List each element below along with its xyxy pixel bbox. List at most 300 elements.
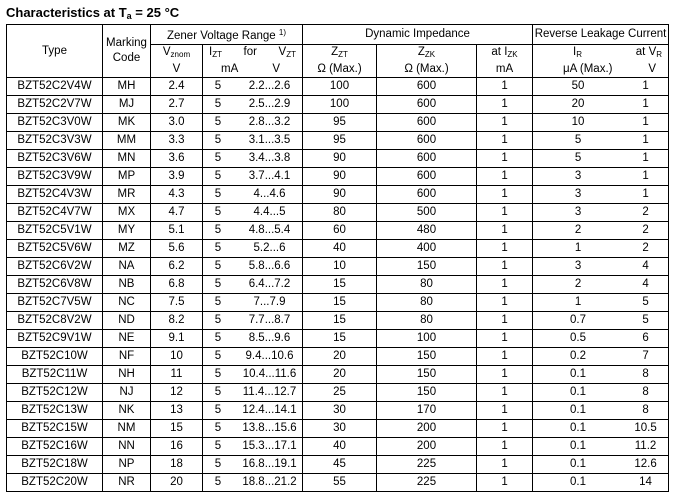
- characteristics-table: [6, 24, 669, 492]
- cell-type: BZT52C10W: [7, 348, 103, 366]
- cell-zzk: 600: [377, 114, 477, 132]
- table-row: [7, 330, 669, 348]
- cell-marking-code: MX: [103, 204, 151, 222]
- cell-ir-vr: [533, 132, 669, 150]
- cell-vznom: 3.0: [151, 114, 203, 132]
- unit-ir-vr: μA (Max.) V: [533, 62, 669, 78]
- cell-zzt: 15: [303, 312, 377, 330]
- cell-izt-vzt: [203, 402, 303, 420]
- cell-izt: 5: [214, 224, 222, 236]
- cell-ir: 5: [574, 152, 582, 164]
- cell-zzk: 600: [377, 168, 477, 186]
- cell-izt-vzt: [203, 204, 303, 222]
- cell-zzk: 480: [377, 222, 477, 240]
- cell-ir-vr: [533, 312, 669, 330]
- cell-vr: 11.2: [634, 440, 657, 452]
- cell-vzt-range: 3.4...3.8: [248, 152, 291, 164]
- cell-marking-code: NB: [103, 276, 151, 294]
- cell-at-izk: 1: [477, 420, 533, 438]
- cell-vr: 4: [642, 260, 649, 272]
- cell-izt-vzt: [203, 240, 303, 258]
- table-row: [7, 150, 669, 168]
- cell-ir: 0.1: [570, 368, 587, 380]
- cell-vznom: 11: [151, 366, 203, 384]
- cell-izt-vzt: [203, 96, 303, 114]
- cell-izt: 5: [214, 422, 222, 434]
- cell-marking-code: NH: [103, 366, 151, 384]
- cell-type: BZT52C8V2W: [7, 312, 103, 330]
- cell-zzk: 600: [377, 78, 477, 96]
- cell-ir-vr: [533, 294, 669, 312]
- cell-vr: 1: [642, 152, 649, 164]
- unit-vznom: V: [151, 62, 203, 78]
- table-row: [7, 168, 669, 186]
- header-izt-vzt: IZT for VZT: [203, 45, 303, 63]
- cell-vzt-range: 7...7.9: [253, 296, 286, 308]
- cell-vr: 1: [642, 134, 649, 146]
- cell-type: BZT52C6V2W: [7, 258, 103, 276]
- table-row: [7, 474, 669, 492]
- cell-vzt-range: 2.8...3.2: [248, 116, 291, 128]
- cell-ir: 0.1: [570, 386, 587, 398]
- cell-ir-vr: [533, 420, 669, 438]
- cell-izt-vzt: [203, 438, 303, 456]
- cell-vzt-range: 16.8...19.1: [242, 458, 297, 470]
- cell-ir: 0.7: [570, 314, 587, 326]
- cell-at-izk: 1: [477, 222, 533, 240]
- cell-marking-code: MJ: [103, 96, 151, 114]
- cell-type: BZT52C2V7W: [7, 96, 103, 114]
- cell-marking-code: NA: [103, 258, 151, 276]
- cell-at-izk: 1: [477, 258, 533, 276]
- cell-zzt: 15: [303, 294, 377, 312]
- cell-vznom: 12: [151, 384, 203, 402]
- cell-ir-vr: [533, 348, 669, 366]
- cell-izt-vzt: [203, 348, 303, 366]
- cell-zzt: 15: [303, 330, 377, 348]
- cell-zzt: 40: [303, 438, 377, 456]
- unit-izk: mA: [477, 62, 533, 78]
- cell-izt-vzt: [203, 276, 303, 294]
- cell-izt: 5: [214, 260, 222, 272]
- cell-zzt: 95: [303, 132, 377, 150]
- cell-marking-code: NP: [103, 456, 151, 474]
- cell-ir-vr: [533, 384, 669, 402]
- cell-at-izk: 1: [477, 294, 533, 312]
- cell-izt: 5: [214, 440, 222, 452]
- cell-type: BZT52C3V6W: [7, 150, 103, 168]
- cell-at-izk: 1: [477, 114, 533, 132]
- cell-izt-vzt: [203, 186, 303, 204]
- cell-ir: 3: [574, 188, 582, 200]
- cell-ir: 3: [574, 260, 582, 272]
- header-ir-vr: IR at VR: [533, 45, 669, 63]
- cell-type: BZT52C20W: [7, 474, 103, 492]
- cell-zzk: 600: [377, 150, 477, 168]
- cell-vr: 1: [642, 170, 649, 182]
- cell-marking-code: NE: [103, 330, 151, 348]
- cell-vznom: 3.6: [151, 150, 203, 168]
- cell-vznom: 2.4: [151, 78, 203, 96]
- cell-vr: 12.6: [634, 458, 657, 470]
- cell-zzt: 30: [303, 402, 377, 420]
- cell-vr: 1: [642, 188, 649, 200]
- cell-zzt: 20: [303, 366, 377, 384]
- cell-izt: 5: [214, 458, 222, 470]
- cell-zzt: 90: [303, 150, 377, 168]
- cell-vr: 2: [642, 224, 649, 236]
- cell-izt-vzt: [203, 294, 303, 312]
- cell-izt-vzt: [203, 330, 303, 348]
- cell-marking-code: NR: [103, 474, 151, 492]
- cell-zzk: 600: [377, 186, 477, 204]
- cell-izt: 5: [214, 188, 222, 200]
- cell-vr: 2: [642, 206, 649, 218]
- cell-ir: 3: [574, 206, 582, 218]
- cell-ir-vr: [533, 474, 669, 492]
- cell-ir: 0.1: [570, 440, 587, 452]
- cell-izt: 5: [214, 170, 222, 182]
- cell-vznom: 3.3: [151, 132, 203, 150]
- cell-ir-vr: [533, 276, 669, 294]
- cell-ir: 3: [574, 170, 582, 182]
- cell-vznom: 10: [151, 348, 203, 366]
- cell-type: BZT52C7V5W: [7, 294, 103, 312]
- header-reverse-leakage: Reverse Leakage Current: [533, 25, 669, 45]
- cell-ir: 10: [571, 116, 585, 128]
- cell-vr: 5: [642, 296, 649, 308]
- cell-izt: 5: [214, 350, 222, 362]
- cell-marking-code: NM: [103, 420, 151, 438]
- cell-vzt-range: 11.4...12.7: [242, 386, 297, 398]
- cell-ir-vr: [533, 366, 669, 384]
- cell-vznom: 9.1: [151, 330, 203, 348]
- cell-at-izk: 1: [477, 402, 533, 420]
- table-row: [7, 276, 669, 294]
- header-dynamic-impedance: Dynamic Impedance: [303, 25, 533, 45]
- cell-ir: 0.1: [570, 422, 587, 434]
- cell-vzt-range: 5.2...6: [253, 242, 286, 254]
- cell-vr: 1: [642, 116, 649, 128]
- cell-type: BZT52C12W: [7, 384, 103, 402]
- cell-vznom: 15: [151, 420, 203, 438]
- cell-izt: 5: [214, 152, 222, 164]
- header-zzt: $Z_{ZT}$: [303, 45, 377, 63]
- cell-zzt: 90: [303, 186, 377, 204]
- cell-vr: 8: [642, 404, 649, 416]
- cell-marking-code: NJ: [103, 384, 151, 402]
- cell-at-izk: 1: [477, 366, 533, 384]
- header-type: Type: [7, 25, 103, 78]
- cell-vr: 4: [642, 278, 649, 290]
- cell-ir-vr: [533, 114, 669, 132]
- cell-type: BZT52C3V0W: [7, 114, 103, 132]
- cell-ir-vr: [533, 204, 669, 222]
- cell-ir: 1: [574, 296, 582, 308]
- cell-vr: 1: [642, 98, 649, 110]
- cell-izt-vzt: [203, 366, 303, 384]
- cell-zzt: 100: [303, 78, 377, 96]
- cell-vzt-range: 6.4...7.2: [248, 278, 291, 290]
- cell-at-izk: 1: [477, 204, 533, 222]
- cell-vr: 1: [642, 80, 649, 92]
- cell-vzt-range: 9.4...10.6: [245, 350, 294, 362]
- cell-type: BZT52C4V3W: [7, 186, 103, 204]
- cell-vznom: 3.9: [151, 168, 203, 186]
- cell-type: BZT52C13W: [7, 402, 103, 420]
- cell-ir-vr: [533, 330, 669, 348]
- cell-at-izk: 1: [477, 186, 533, 204]
- cell-vznom: 8.2: [151, 312, 203, 330]
- cell-vzt-range: 4.8...5.4: [248, 224, 291, 236]
- cell-izt: 5: [214, 476, 222, 488]
- cell-zzk: 500: [377, 204, 477, 222]
- cell-ir-vr: [533, 258, 669, 276]
- cell-vzt-range: 2.2...2.6: [248, 80, 291, 92]
- cell-izt: 5: [214, 368, 222, 380]
- cell-vzt-range: 12.4...14.1: [242, 404, 297, 416]
- table-row: [7, 348, 669, 366]
- cell-ir-vr: [533, 78, 669, 96]
- cell-zzk: 200: [377, 420, 477, 438]
- cell-type: BZT52C3V9W: [7, 168, 103, 186]
- cell-ir: 2: [574, 278, 582, 290]
- header-at-izk: at $I_{ZK}$: [477, 45, 533, 63]
- cell-at-izk: 1: [477, 276, 533, 294]
- cell-izt-vzt: [203, 258, 303, 276]
- cell-vzt-range: 4...4.6: [253, 188, 286, 200]
- cell-izt-vzt: [203, 132, 303, 150]
- cell-izt-vzt: [203, 312, 303, 330]
- cell-ir: 0.5: [570, 332, 587, 344]
- cell-izt-vzt: [203, 114, 303, 132]
- cell-vzt-range: 4.4...5: [253, 206, 286, 218]
- cell-zzt: 95: [303, 114, 377, 132]
- cell-marking-code: MP: [103, 168, 151, 186]
- cell-vzt-range: 15.3...17.1: [242, 440, 297, 452]
- cell-vzt-range: 5.8...6.6: [248, 260, 291, 272]
- table-row: [7, 294, 669, 312]
- cell-marking-code: ND: [103, 312, 151, 330]
- cell-zzt: 10: [303, 258, 377, 276]
- cell-at-izk: 1: [477, 474, 533, 492]
- cell-vznom: 6.8: [151, 276, 203, 294]
- header-zzk: $Z_{ZK}$: [377, 45, 477, 63]
- cell-vr: 5: [642, 314, 649, 326]
- cell-ir: 0.1: [570, 458, 587, 470]
- cell-at-izk: 1: [477, 312, 533, 330]
- cell-zzk: 100: [377, 330, 477, 348]
- table-row: [7, 78, 669, 96]
- cell-vznom: 2.7: [151, 96, 203, 114]
- cell-izt: 5: [214, 116, 222, 128]
- cell-ir: 50: [571, 80, 585, 92]
- cell-vr: 6: [642, 332, 649, 344]
- cell-ir-vr: [533, 150, 669, 168]
- table-row: [7, 204, 669, 222]
- table-row: [7, 366, 669, 384]
- cell-marking-code: MN: [103, 150, 151, 168]
- cell-ir-vr: [533, 96, 669, 114]
- cell-marking-code: MZ: [103, 240, 151, 258]
- table-row: [7, 258, 669, 276]
- cell-at-izk: 1: [477, 96, 533, 114]
- cell-type: BZT52C2V4W: [7, 78, 103, 96]
- cell-type: BZT52C5V1W: [7, 222, 103, 240]
- cell-ir-vr: [533, 186, 669, 204]
- cell-vzt-range: 8.5...9.6: [248, 332, 291, 344]
- table-row: [7, 438, 669, 456]
- cell-type: BZT52C18W: [7, 456, 103, 474]
- cell-zzk: 150: [377, 366, 477, 384]
- unit-zzk: Ω (Max.): [377, 62, 477, 78]
- cell-zzt: 80: [303, 204, 377, 222]
- cell-type: BZT52C3V3W: [7, 132, 103, 150]
- cell-marking-code: NK: [103, 402, 151, 420]
- table-row: [7, 186, 669, 204]
- table-row: [7, 420, 669, 438]
- cell-vznom: 16: [151, 438, 203, 456]
- cell-izt-vzt: [203, 222, 303, 240]
- cell-type: BZT52C4V7W: [7, 204, 103, 222]
- cell-zzt: 55: [303, 474, 377, 492]
- cell-zzt: 90: [303, 168, 377, 186]
- cell-izt: 5: [214, 296, 222, 308]
- cell-marking-code: NC: [103, 294, 151, 312]
- cell-ir-vr: [533, 222, 669, 240]
- cell-vznom: 13: [151, 402, 203, 420]
- cell-zzk: 150: [377, 384, 477, 402]
- cell-vznom: 5.6: [151, 240, 203, 258]
- cell-marking-code: MM: [103, 132, 151, 150]
- cell-vzt-range: 3.7...4.1: [248, 170, 291, 182]
- cell-zzt: 25: [303, 384, 377, 402]
- cell-zzk: 400: [377, 240, 477, 258]
- cell-izt-vzt: [203, 150, 303, 168]
- cell-ir: 2: [574, 224, 582, 236]
- cell-at-izk: 1: [477, 348, 533, 366]
- cell-ir: 1: [574, 242, 582, 254]
- cell-zzt: 20: [303, 348, 377, 366]
- table-row: [7, 384, 669, 402]
- cell-izt: 5: [214, 206, 222, 218]
- cell-zzk: 150: [377, 348, 477, 366]
- cell-at-izk: 1: [477, 150, 533, 168]
- table-row: [7, 240, 669, 258]
- cell-izt: 5: [214, 98, 222, 110]
- cell-izt: 5: [214, 314, 222, 326]
- header-marking-code: Marking Code: [103, 25, 151, 78]
- cell-ir: 0.2: [570, 350, 587, 362]
- page-title: Characteristics at $T_a = 25$ °C: [6, 5, 180, 21]
- cell-at-izk: 1: [477, 384, 533, 402]
- cell-zzt: 45: [303, 456, 377, 474]
- cell-vznom: 4.7: [151, 204, 203, 222]
- cell-zzk: 80: [377, 312, 477, 330]
- cell-izt: 5: [214, 278, 222, 290]
- cell-izt-vzt: [203, 384, 303, 402]
- cell-vznom: 20: [151, 474, 203, 492]
- cell-marking-code: MK: [103, 114, 151, 132]
- cell-vr: 2: [642, 242, 649, 254]
- cell-vznom: 18: [151, 456, 203, 474]
- cell-ir-vr: [533, 168, 669, 186]
- unit-zzt: Ω (Max.): [303, 62, 377, 78]
- cell-ir-vr: [533, 402, 669, 420]
- unit-izt-vzt: mA V: [203, 62, 303, 78]
- cell-zzk: 170: [377, 402, 477, 420]
- cell-at-izk: 1: [477, 240, 533, 258]
- cell-ir: 20: [571, 98, 585, 110]
- table-row: [7, 456, 669, 474]
- cell-vr: 7: [642, 350, 649, 362]
- cell-vr: 10.5: [634, 422, 657, 434]
- cell-vzt-range: 18.8...21.2: [242, 476, 297, 488]
- cell-izt-vzt: [203, 474, 303, 492]
- cell-zzt: 30: [303, 420, 377, 438]
- cell-izt: 5: [214, 386, 222, 398]
- cell-type: BZT52C9V1W: [7, 330, 103, 348]
- cell-izt: 5: [214, 404, 222, 416]
- cell-type: BZT52C16W: [7, 438, 103, 456]
- cell-type: BZT52C11W: [7, 366, 103, 384]
- table-row: [7, 114, 669, 132]
- cell-at-izk: 1: [477, 78, 533, 96]
- cell-zzk: 225: [377, 474, 477, 492]
- cell-type: BZT52C6V8W: [7, 276, 103, 294]
- cell-marking-code: NN: [103, 438, 151, 456]
- cell-zzt: 100: [303, 96, 377, 114]
- cell-vznom: 5.1: [151, 222, 203, 240]
- cell-ir-vr: [533, 456, 669, 474]
- table-row: [7, 312, 669, 330]
- cell-zzk: 600: [377, 132, 477, 150]
- cell-izt: 5: [214, 242, 222, 254]
- table-row: [7, 132, 669, 150]
- cell-izt: 5: [214, 332, 222, 344]
- cell-type: BZT52C15W: [7, 420, 103, 438]
- cell-at-izk: 1: [477, 330, 533, 348]
- cell-zzt: 60: [303, 222, 377, 240]
- cell-izt: 5: [214, 80, 222, 92]
- cell-marking-code: MR: [103, 186, 151, 204]
- cell-zzt: 15: [303, 276, 377, 294]
- cell-vzt-range: 3.1...3.5: [248, 134, 291, 146]
- cell-ir: 5: [574, 134, 582, 146]
- cell-zzk: 150: [377, 258, 477, 276]
- cell-zzk: 80: [377, 276, 477, 294]
- cell-at-izk: 1: [477, 438, 533, 456]
- cell-vzt-range: 7.7...8.7: [248, 314, 291, 326]
- cell-vznom: 6.2: [151, 258, 203, 276]
- table-row: [7, 96, 669, 114]
- header-vznom: $V_{znom}$: [151, 45, 203, 63]
- cell-marking-code: NF: [103, 348, 151, 366]
- cell-vzt-range: 13.8...15.6: [242, 422, 297, 434]
- cell-vzt-range: 2.5...2.9: [248, 98, 291, 110]
- cell-vr: 14: [639, 476, 652, 488]
- table-row: [7, 402, 669, 420]
- cell-vr: 8: [642, 386, 649, 398]
- cell-zzk: 80: [377, 294, 477, 312]
- cell-ir: 0.1: [570, 476, 587, 488]
- cell-zzk: 600: [377, 96, 477, 114]
- cell-vznom: 4.3: [151, 186, 203, 204]
- cell-type: BZT52C5V6W: [7, 240, 103, 258]
- cell-izt-vzt: [203, 456, 303, 474]
- header-zener-voltage-range: Zener Voltage Range $^{1)}$: [151, 25, 303, 45]
- cell-vr: 8: [642, 368, 649, 380]
